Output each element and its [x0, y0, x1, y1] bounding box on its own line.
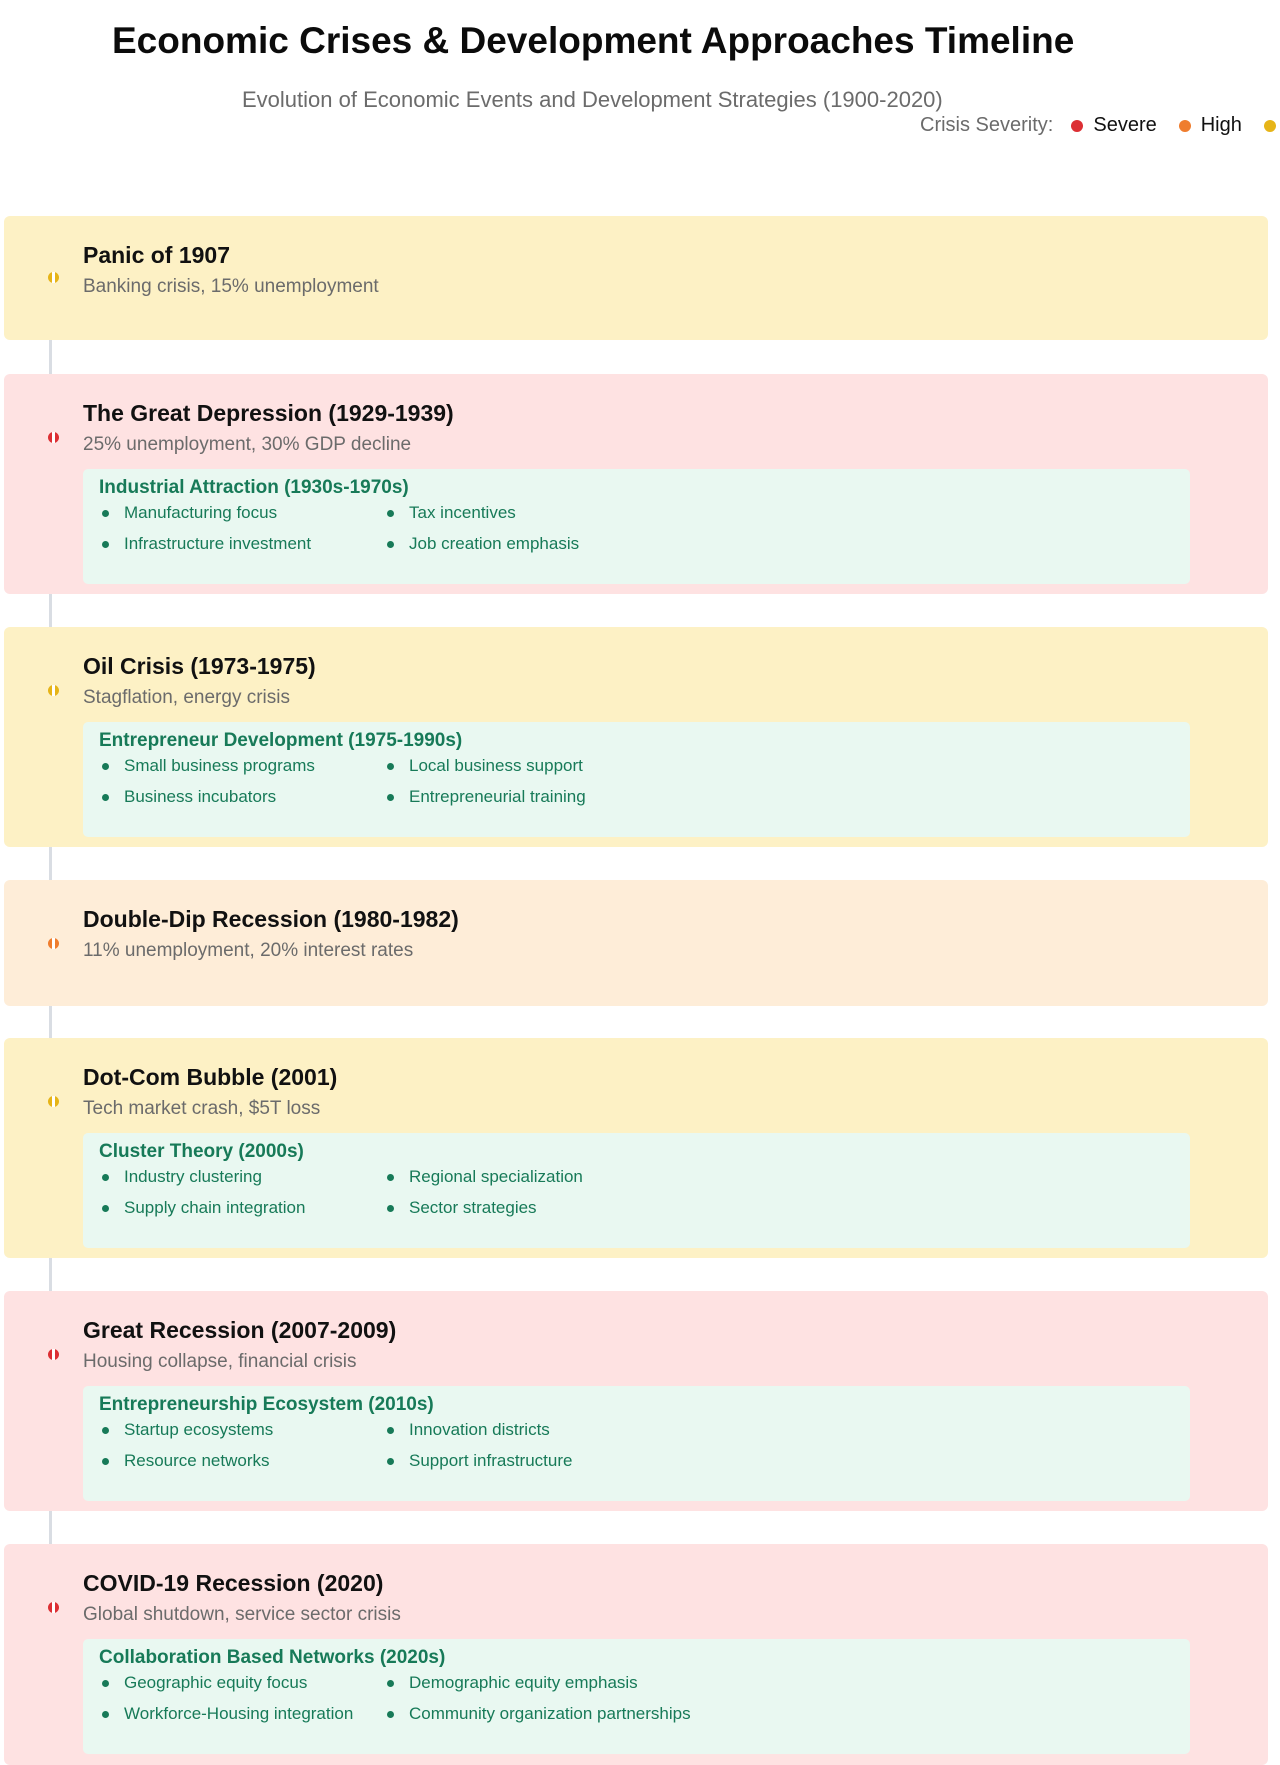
event-description: Tech market crash, $5T loss [83, 1098, 321, 1119]
approach-item: Regional specialization [384, 1166, 704, 1187]
severity-marker [48, 1349, 59, 1360]
approach-item: Supply chain integration [99, 1197, 384, 1218]
approach-item: Small business programs [99, 755, 384, 776]
severity-marker [48, 1096, 59, 1107]
approach-item: Industry clustering [99, 1166, 384, 1187]
approach-item: Infrastructure investment [99, 533, 384, 554]
timeline-event [4, 1038, 1268, 1258]
event-description: Global shutdown, service sector crisis [83, 1604, 401, 1625]
development-approach-card [83, 1639, 1190, 1754]
approach-item: Community organization partnerships [384, 1703, 704, 1724]
page-title: Economic Crises & Development Approaches Timeline [112, 20, 1075, 61]
severity-marker [48, 685, 59, 696]
approach-item: Innovation districts [384, 1419, 704, 1440]
development-approach-card [83, 1386, 1190, 1501]
legend-item-high [1179, 114, 1242, 137]
approach-title: Cluster Theory (2000s) [99, 1141, 304, 1162]
approach-list [99, 755, 719, 807]
development-approach-card [83, 722, 1190, 837]
approach-title: Entrepreneur Development (1975-1990s) [99, 730, 463, 751]
event-description: 25% unemployment, 30% GDP decline [83, 434, 412, 455]
severity-legend [920, 114, 1280, 137]
approach-list [99, 1419, 719, 1471]
timeline-event [4, 627, 1268, 847]
event-title: COVID-19 Recession (2020) [83, 1570, 384, 1596]
approach-title: Entrepreneurship Ecosystem (2010s) [99, 1394, 434, 1415]
legend-item-label: High [1200, 114, 1242, 136]
legend-dot-severe [1071, 120, 1083, 132]
legend-dot-moderate [1264, 120, 1276, 132]
legend-item-severe [1071, 114, 1156, 137]
timeline-event [4, 1291, 1268, 1511]
page-subtitle: Evolution of Economic Events and Development Strategies (1900-2020) [242, 87, 943, 112]
event-title: Great Recession (2007-2009) [83, 1317, 397, 1343]
timeline-event [4, 374, 1268, 594]
event-description: Stagflation, energy crisis [83, 687, 290, 708]
approach-list [99, 502, 719, 554]
event-description: Housing collapse, financial crisis [83, 1351, 357, 1372]
legend-item-label: Severe [1093, 114, 1157, 136]
approach-item: Demographic equity emphasis [384, 1672, 704, 1693]
development-approach-card [83, 1133, 1190, 1248]
approach-item: Job creation emphasis [384, 533, 704, 554]
development-approach-card [83, 469, 1190, 584]
severity-marker [48, 938, 59, 949]
legend-label: Crisis Severity: [920, 114, 1054, 136]
event-title: Panic of 1907 [83, 242, 231, 268]
timeline-event [4, 880, 1268, 1006]
approach-item: Support infrastructure [384, 1450, 704, 1471]
approach-item: Business incubators [99, 786, 384, 807]
approach-item: Workforce-Housing integration [99, 1703, 384, 1724]
approach-list [99, 1672, 719, 1724]
approach-title: Collaboration Based Networks (2020s) [99, 1647, 446, 1668]
event-description: Banking crisis, 15% unemployment [83, 276, 379, 297]
severity-marker [48, 1602, 59, 1613]
legend-item-moderate [1264, 120, 1280, 132]
approach-list [99, 1166, 719, 1218]
approach-item: Manufacturing focus [99, 502, 384, 523]
event-description: 11% unemployment, 20% interest rates [83, 940, 414, 961]
approach-title: Industrial Attraction (1930s-1970s) [99, 477, 409, 498]
severity-marker [48, 432, 59, 443]
approach-item: Startup ecosystems [99, 1419, 384, 1440]
approach-item: Resource networks [99, 1450, 384, 1471]
approach-item: Entrepreneurial training [384, 786, 704, 807]
approach-item: Geographic equity focus [99, 1672, 384, 1693]
event-title: Dot-Com Bubble (2001) [83, 1064, 338, 1090]
event-title: Double-Dip Recession (1980-1982) [83, 906, 459, 932]
event-title: Oil Crisis (1973-1975) [83, 653, 316, 679]
timeline-event [4, 1544, 1268, 1765]
event-title: The Great Depression (1929-1939) [83, 400, 454, 426]
approach-item: Local business support [384, 755, 704, 776]
approach-item: Sector strategies [384, 1197, 704, 1218]
timeline-event [4, 216, 1268, 340]
legend-dot-high [1179, 120, 1191, 132]
severity-marker [48, 272, 59, 283]
approach-item: Tax incentives [384, 502, 704, 523]
